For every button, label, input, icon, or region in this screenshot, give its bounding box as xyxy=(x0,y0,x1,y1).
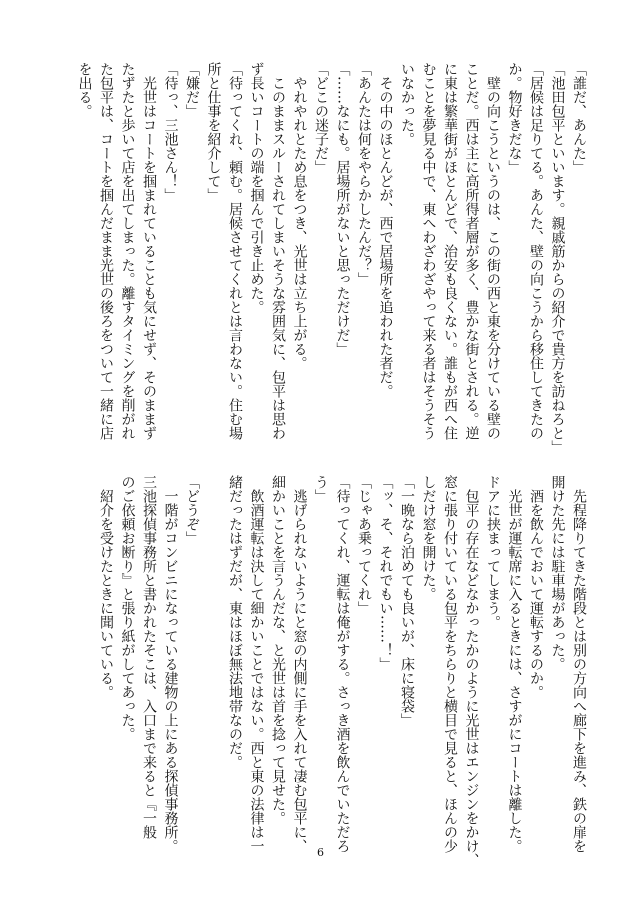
text-line: 「池田包平といいます。親戚筋からの紹介で貴方を訪ねろと」 xyxy=(549,62,566,454)
text-line: むことを夢見る中で、東へわざわざやって来る者はそうそう xyxy=(420,62,437,440)
text-line: 「どこの迷子だ」 xyxy=(313,62,329,174)
text-line: のご依頼お断り』と張り紙がしてあった。 xyxy=(119,475,136,741)
text-line: 酒を飲んでおいて運転するのか。 xyxy=(528,475,544,699)
text-line: 細かいことを言うんだな、と光世は首を捻って見せた。 xyxy=(270,475,286,825)
text-line: 紹介を受けたときに聞いている。 xyxy=(98,475,114,699)
text-line: に東は繁華街がほとんどで、治安も良くない。誰もが西へ住 xyxy=(442,62,458,440)
text-line: 三池探偵事務所と書かれたそこは、入口まで来ると『一般 xyxy=(141,475,157,839)
text-line: 「待ってくれ、頼む。居候させてくれとは言わない。住む場 xyxy=(227,62,243,440)
text-line: その中のほとんどが、西で居場所を追われた者だ。 xyxy=(377,62,394,398)
text-line: 開けた先には駐車場があった。 xyxy=(549,475,566,671)
text-line: 「……なにも。居場所がないと思っただけだ」 xyxy=(334,62,351,356)
text-line: やれやれとため息をつき、光世は立ち上がる。 xyxy=(291,62,308,370)
text-line: ず長いコートの端を掴んで引き止めた。 xyxy=(248,62,265,314)
text-line: を出る。 xyxy=(76,62,93,118)
text-line: このままスルーされてしまいそうな雰囲気に、包平は思わ xyxy=(270,62,286,440)
text-line: ことだ。西は主に高所得者層が多く、豊かな街とされる。逆 xyxy=(463,62,480,440)
text-line: しだけ窓を開けた。 xyxy=(420,475,437,601)
text-line: 「嫌だ」 xyxy=(184,62,200,118)
text-line: 窓に張り付いている包平をちらりと横目で見ると、ほんの少 xyxy=(442,475,458,853)
text-line: 飲酒運転は決して細かいことではない。西と東の法律は一 xyxy=(248,475,265,853)
body-text-upper xyxy=(76,62,589,454)
text-line: いなかった。 xyxy=(399,62,415,146)
text-line: た包平は、コートを掴んだまま光世の後ろをついて一緒に店 xyxy=(98,62,114,440)
text-line: 「誰だ、あんた」 xyxy=(571,62,587,174)
body-text-lower xyxy=(98,475,589,867)
text-line: 「じゃあ乗ってくれ」 xyxy=(356,475,372,615)
text-line: 光世が運転席に入るときには、さすがにコートは離した。 xyxy=(506,475,523,853)
text-line: 先程降りてきた階段とは別の方向へ廊下を進み、鉄の扉を xyxy=(571,475,587,853)
text-line: 「どうぞ」 xyxy=(184,475,200,545)
text-line: う」 xyxy=(313,475,329,503)
text-line: か。物好きだな」 xyxy=(506,62,523,174)
text-line: 「待ってくれ、運転は俺がする。さっき酒を飲んでいただろ xyxy=(334,475,351,853)
text-line: 包平の存在などなかったかのように光世はエンジンをかけ、 xyxy=(463,475,480,867)
text-line: 光世はコートを掴まれていることも気にせず、そのままず xyxy=(141,62,157,440)
page-number: 6 xyxy=(317,846,324,859)
text-line: 一階がコンビニになっている建物の上にある探偵事務所。 xyxy=(162,475,179,853)
scene-break xyxy=(202,475,224,830)
text-line: ドアに挟まってしまう。 xyxy=(485,475,501,629)
text-line: 「待っ、三池さん！」 xyxy=(162,62,179,202)
text-line: 緒だったはずだが、東はほぼ無法地帯なのだ。 xyxy=(227,475,243,769)
text-line: 壁の向こうというのは、この街の西と東を分けている壁の xyxy=(485,62,501,440)
text-line: 「居候は足りてる。あんた、壁の向こうから移住してきたの xyxy=(528,62,544,440)
text-line: 「ッ、そ、それでもい……！」 xyxy=(377,475,394,671)
text-line: 所と仕事を紹介して」 xyxy=(205,62,222,202)
text-line: たずたと歩いて店を出てしまった。離すタイミングを削がれ xyxy=(119,62,136,440)
text-line: 「あんたは何をやらかしたんだ？」 xyxy=(356,62,372,286)
text-line: 「一晩なら泊めても良いが、床に寝袋」 xyxy=(399,475,415,727)
text-line: 逃げられないようにと窓の内側に手を入れて凄む包平に、 xyxy=(291,475,308,853)
